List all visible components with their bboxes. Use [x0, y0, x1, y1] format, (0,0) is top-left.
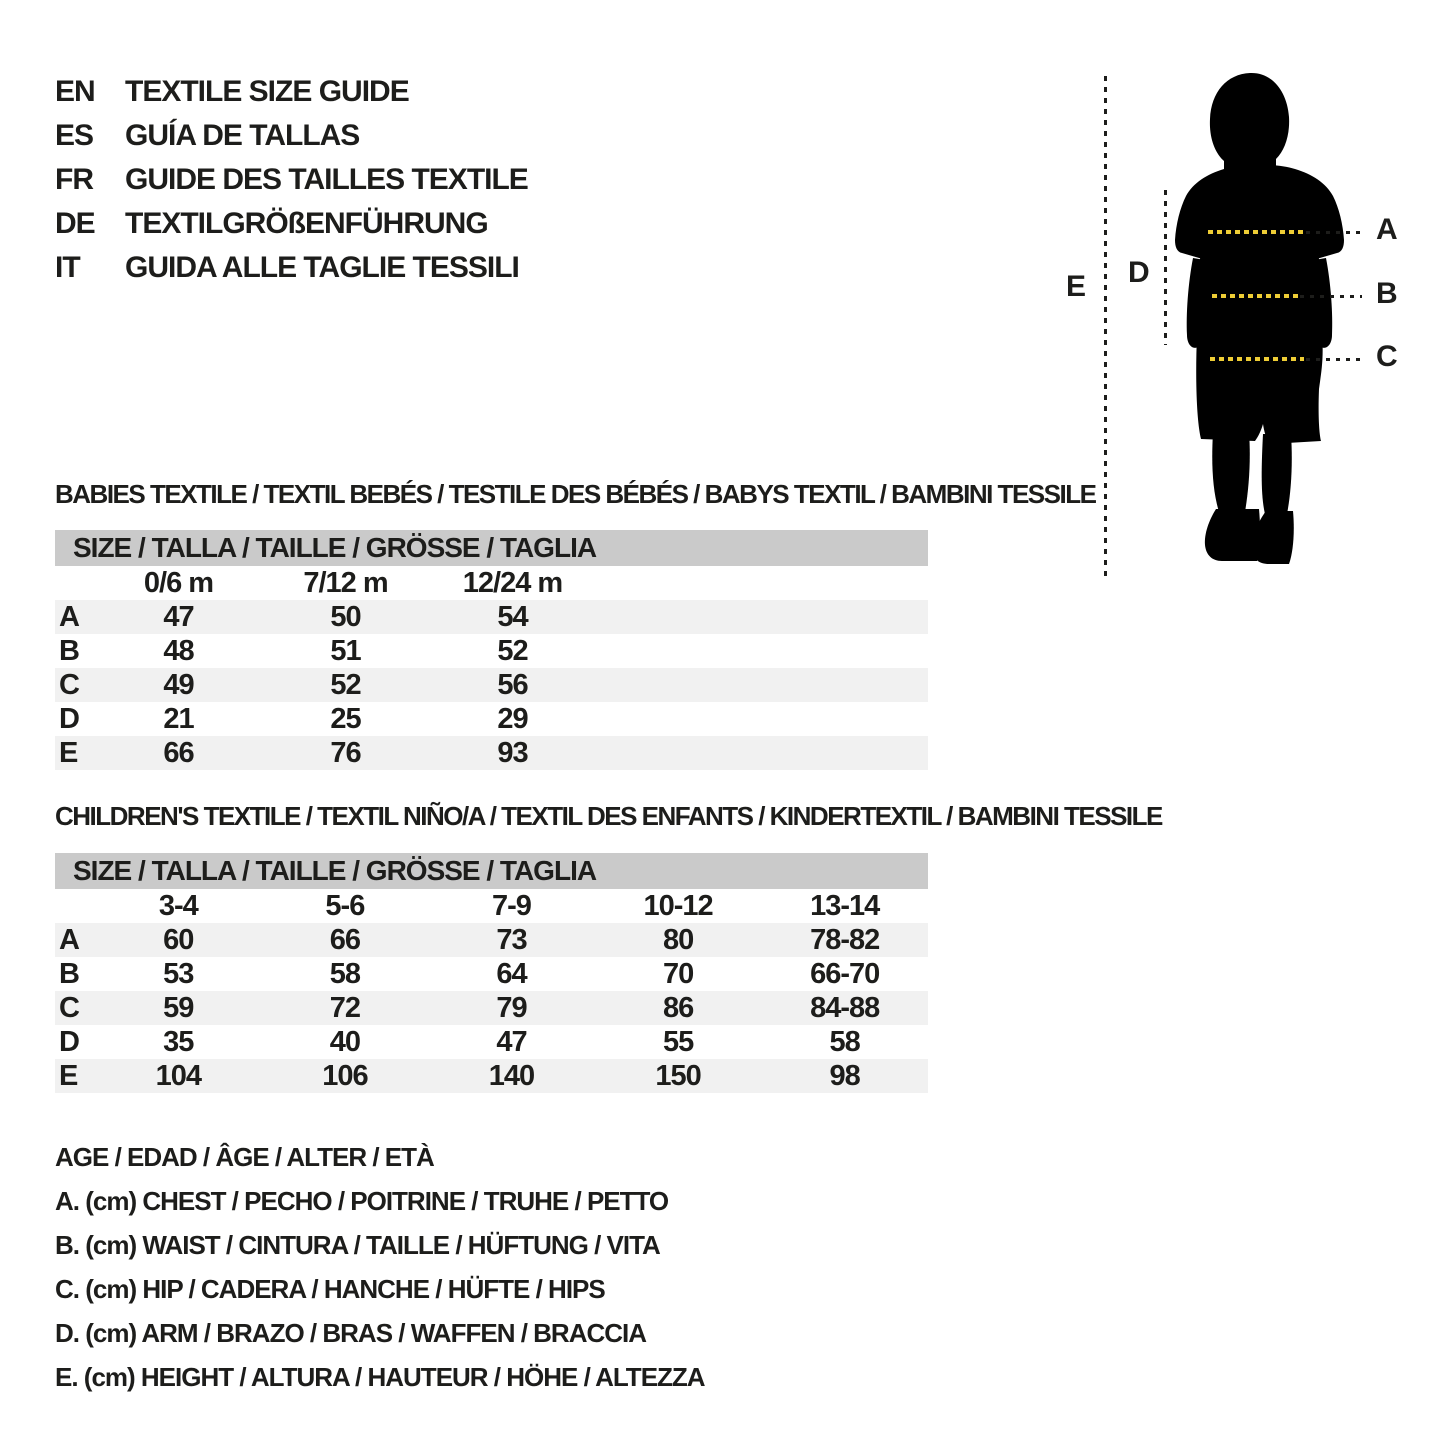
row-label: D — [59, 1025, 79, 1058]
child-silhouette-figure — [1172, 72, 1344, 567]
row-label: C — [59, 991, 79, 1024]
table-row — [55, 702, 928, 736]
table-row — [55, 600, 928, 634]
children-size-table — [55, 853, 928, 1093]
lang-row-de — [55, 202, 528, 246]
column-header: 5-6 — [325, 889, 365, 922]
table-cell: 80 — [662, 923, 694, 956]
table-cell: 60 — [163, 923, 194, 956]
lang-code: IT — [55, 251, 80, 284]
measure-label-a: A — [1376, 213, 1398, 246]
hip-dot-leader-c — [1306, 358, 1362, 361]
lang-row-it — [55, 246, 528, 290]
table-cell: 52 — [497, 634, 528, 667]
table-cell: 58 — [329, 957, 361, 990]
babies-section-heading: BABIES TEXTILE / TEXTIL BEBÉS / TESTILE DES BÉBÉS / BABYS TEXTIL / BAMBINI TESSILE — [55, 479, 1096, 509]
row-label: D — [59, 702, 79, 735]
table-cell: 84-88 — [810, 991, 880, 1024]
table-cell: 66-70 — [810, 957, 880, 990]
column-header-row — [55, 889, 928, 923]
legend-waist-line: B. (cm) WAIST / CINTURA / TAILLE / HÜFTUNG / VITA — [55, 1229, 660, 1260]
row-label: B — [59, 634, 79, 667]
table-row — [55, 736, 928, 770]
table-cell: 25 — [330, 702, 361, 735]
table-cell: 54 — [497, 600, 528, 633]
column-header: 0/6 m — [143, 566, 214, 599]
table-cell: 66 — [329, 923, 361, 956]
table-cell: 48 — [163, 634, 194, 667]
table-cell: 50 — [330, 600, 361, 633]
column-header-row — [55, 566, 928, 600]
measure-label-e: E — [1066, 270, 1087, 303]
legend-hip-line: C. (cm) HIP / CADERA / HANCHE / HÜFTE / HIPS — [55, 1273, 605, 1304]
legend-chest-line: A. (cm) CHEST / PECHO / POITRINE / TRUHE / PETTO — [55, 1185, 669, 1216]
column-header: 3-4 — [158, 889, 198, 922]
column-header: 12/24 m — [462, 566, 563, 599]
legend-arm-line: D. (cm) ARM / BRAZO / BRAS / WAFFEN / BRACCIA — [55, 1317, 647, 1348]
row-label: E — [59, 1059, 78, 1092]
table-cell: 64 — [496, 957, 527, 990]
table-cell: 70 — [662, 957, 694, 990]
table-cell: 58 — [829, 1025, 860, 1058]
lang-code: EN — [55, 75, 95, 108]
table-cell: 78-82 — [810, 923, 880, 956]
column-header: 10-12 — [643, 889, 713, 922]
table-cell: 29 — [497, 702, 528, 735]
chest-dot-leader-a — [1306, 231, 1362, 234]
row-label: B — [59, 957, 79, 990]
table-cell: 66 — [163, 736, 194, 769]
column-header: 7-9 — [492, 889, 531, 922]
row-label: A — [59, 600, 79, 633]
table-row — [55, 1025, 928, 1059]
lang-code: DE — [55, 207, 95, 240]
waist-dot-leader-b — [1300, 295, 1362, 298]
table-cell: 73 — [496, 923, 527, 956]
table-cell: 59 — [163, 991, 194, 1024]
measure-label-b: B — [1376, 277, 1398, 310]
table-cell: 47 — [496, 1025, 527, 1058]
language-guide-block — [55, 70, 528, 290]
lang-code: ES — [55, 119, 94, 152]
row-label: E — [59, 736, 78, 769]
legend-height-line: E. (cm) HEIGHT / ALTURA / HAUTEUR / HÖHE / ALTEZZA — [55, 1361, 705, 1392]
table-row — [55, 991, 928, 1025]
table-cell: 21 — [163, 702, 194, 735]
lang-row-fr — [55, 158, 528, 202]
table-cell: 56 — [497, 668, 528, 701]
measurement-legend — [55, 1135, 705, 1399]
table-row — [55, 668, 928, 702]
lang-title: GUIDE DES TAILLES TEXTILE — [125, 163, 528, 196]
height-measure-line-e — [1104, 76, 1107, 576]
table-cell: 52 — [330, 668, 361, 701]
legend-age-line: AGE / EDAD / ÂGE / ALTER / ETÀ — [55, 1141, 434, 1172]
table-row — [55, 634, 928, 668]
table-cell: 150 — [655, 1059, 701, 1092]
table-row — [55, 923, 928, 957]
size-header-bar: SIZE / TALLA / TAILLE / GRÖSSE / TAGLIA — [55, 853, 928, 889]
lang-code: FR — [55, 163, 93, 196]
table-cell: 72 — [329, 991, 361, 1024]
chest-dash-line-a — [1208, 230, 1304, 234]
lang-title: GUÍA DE TALLAS — [125, 119, 360, 152]
table-cell: 55 — [662, 1025, 694, 1058]
table-cell: 47 — [163, 600, 194, 633]
table-cell: 51 — [330, 634, 361, 667]
table-cell: 79 — [496, 991, 527, 1024]
waist-dash-line-b — [1212, 294, 1298, 298]
babies-size-table — [55, 530, 928, 770]
column-header: 7/12 m — [303, 566, 388, 599]
row-label: A — [59, 923, 79, 956]
lang-row-en — [55, 70, 528, 114]
measure-label-d: D — [1128, 256, 1150, 289]
table-cell: 49 — [163, 668, 194, 701]
lang-title: TEXTILGRÖßENFÜHRUNG — [125, 207, 488, 240]
table-cell: 40 — [329, 1025, 361, 1058]
table-row — [55, 1059, 928, 1093]
arm-measure-line-d — [1164, 190, 1167, 345]
table-cell: 93 — [497, 736, 528, 769]
table-cell: 86 — [662, 991, 694, 1024]
table-cell: 35 — [163, 1025, 194, 1058]
table-cell: 140 — [488, 1059, 535, 1092]
table-cell: 98 — [829, 1059, 860, 1092]
size-header-bar: SIZE / TALLA / TAILLE / GRÖSSE / TAGLIA — [55, 530, 928, 566]
row-label: C — [59, 668, 79, 701]
measure-label-c: C — [1376, 340, 1398, 373]
table-cell: 104 — [155, 1059, 201, 1092]
table-cell: 106 — [322, 1059, 368, 1092]
table-cell: 53 — [163, 957, 194, 990]
column-header: 13-14 — [810, 889, 880, 922]
children-section-heading: CHILDREN'S TEXTILE / TEXTIL NIÑO/A / TEXTIL DES ENFANTS / KINDERTEXTIL / BAMBINI TESSILE — [55, 801, 1162, 831]
lang-title: TEXTILE SIZE GUIDE — [125, 75, 409, 108]
lang-title: GUIDA ALLE TAGLIE TESSILI — [125, 251, 519, 284]
lang-row-es — [55, 114, 528, 158]
table-row — [55, 957, 928, 991]
hip-dash-line-c — [1210, 357, 1304, 361]
table-cell: 76 — [330, 736, 361, 769]
